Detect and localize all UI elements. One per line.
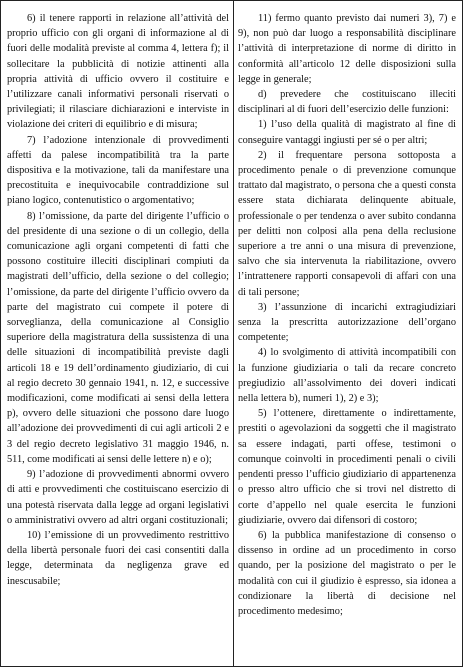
paragraph: d) prevedere che costituiscano illeciti disciplinari al di fuori dell’esercizio delle funzioni: — [238, 89, 456, 116]
column-divider — [233, 1, 234, 666]
paragraph: 7) l’adozione intenzionale di provvedimenti affetti da palese incompatibilità tra la parte dispositiva e la motivazione, tali da manifestare una precostituita e inequivocabile contraddizione sul piano logico, contenutistico o argomentativo; — [7, 134, 229, 207]
paragraph: 5) l’ottenere, direttamente o indirettamente, prestiti o agevolazioni da soggetti che il magistrato sa essere indagati, parti offese, testimoni o comunque coinvolti in procedimenti penali o civili pendenti presso l’ufficio giudiziario di appartenenza o presso altro ufficio che si trovi nel distretto di corte d’appello nel quale esercita le funzioni giudiziarie, ovvero dai difensori di costoro; — [238, 408, 456, 526]
paragraph: 11) fermo quanto previsto dai numeri 3), 7) e 9), non può dar luogo a responsabilità disciplinare l’attività di interpretazione di norme di diritto in conformità all’articolo 12 delle disposizioni sulla legge in generale; — [238, 13, 456, 85]
paragraph: 8) l’omissione, da parte del dirigente l’ufficio o del presidente di una sezione o di un collegio, della comunicazione agli organi competenti di fatti che possono costituire illeciti disciplinari compiuti da magistrati dell’ufficio, della sezione o del collegio; l’omissione, da parte del dirigente l’ufficio ovvero da parte del magistrato cui compete il potere di sorveglianza, della comunicazione al Consiglio superiore della magistratura della sussistenza di una delle situazioni di incompatibilità previste dagli articoli 18 e 19 dell’ordinamento giudiziario, di cui al regio decreto 30 gennaio 1941, n. 12, e successive modificazioni, come modificati ai sensi della lettera p), ovvero delle situazioni che possono dare luogo all’adozione dei provvedimenti di cui agli articoli 2 e 3 del regio decreto legislativo 31 maggio 1946, n. 511, come modificati ai sensi delle lettere n) e o); — [7, 210, 229, 465]
paragraph: 4) lo svolgimento di attività incompatibili con la funzione giudiziaria o tali da recare concreto pregiudizio all’assolvimento dei doveri indicati nella lettera b), numeri 1), 2) e 3); — [238, 347, 456, 405]
paragraph: 6) il tenere rapporti in relazione all’attività del proprio ufficio con gli organi di informazione al di fuori delle modalità previste al comma 4, lettera f); il sollecitare la pubblicità di notizie attinenti alla propria attività di ufficio ovvero il costituire e l’utilizzare canali informativi personali riservati o privilegiati; il rilasciare dichiarazioni e interviste in violazione dei criteri di equilibrio e di misura; — [7, 13, 229, 131]
right-column — [238, 11, 456, 662]
paragraph: 6) la pubblica manifestazione di consenso o dissenso in ordine ad un procedimento in corso quando, per la posizione del magistrato o per le modalità con cui il giudizio è espresso, sia idonea a condizionare la libertà di decisione nel procedimento medesimo; — [238, 529, 456, 617]
paragraph: 10) l’emissione di un provvedimento restrittivo della libertà personale fuori dei casi consentiti dalla legge, determinata da negligenza grave ed inescusabile; — [7, 529, 229, 587]
paragraph: 9) l’adozione di provvedimenti abnormi ovvero di atti e provvedimenti che costituiscano esercizio di una potestà riservata dalla legge ad organi legislativi o amministrativi ovvero ad altri organi costituzionali; — [7, 469, 229, 526]
paragraph: 1) l’uso della qualità di magistrato al fine di conseguire vantaggi ingiusti per sé o per altri; — [238, 119, 456, 146]
paragraph: 3) l’assunzione di incarichi extragiudiziari senza la prescritta autorizzazione dell’organo competente; — [238, 301, 456, 344]
left-column — [7, 11, 229, 662]
paragraph: 2) il frequentare persona sottoposta a procedimento penale o di prevenzione comunque trattato dal magistrato, o persona che a questi consta essere stata dichiarata delinquente abituale, professionale o per tendenza o aver subito condanna per delitti non colposi alla pena della reclusione superiore a tre anni o una misura di prevenzione, salvo che sia intervenuta la riabilitazione, ovvero l’intrattenere rapporti consapevoli di affari con una di tali persone; — [238, 149, 456, 298]
